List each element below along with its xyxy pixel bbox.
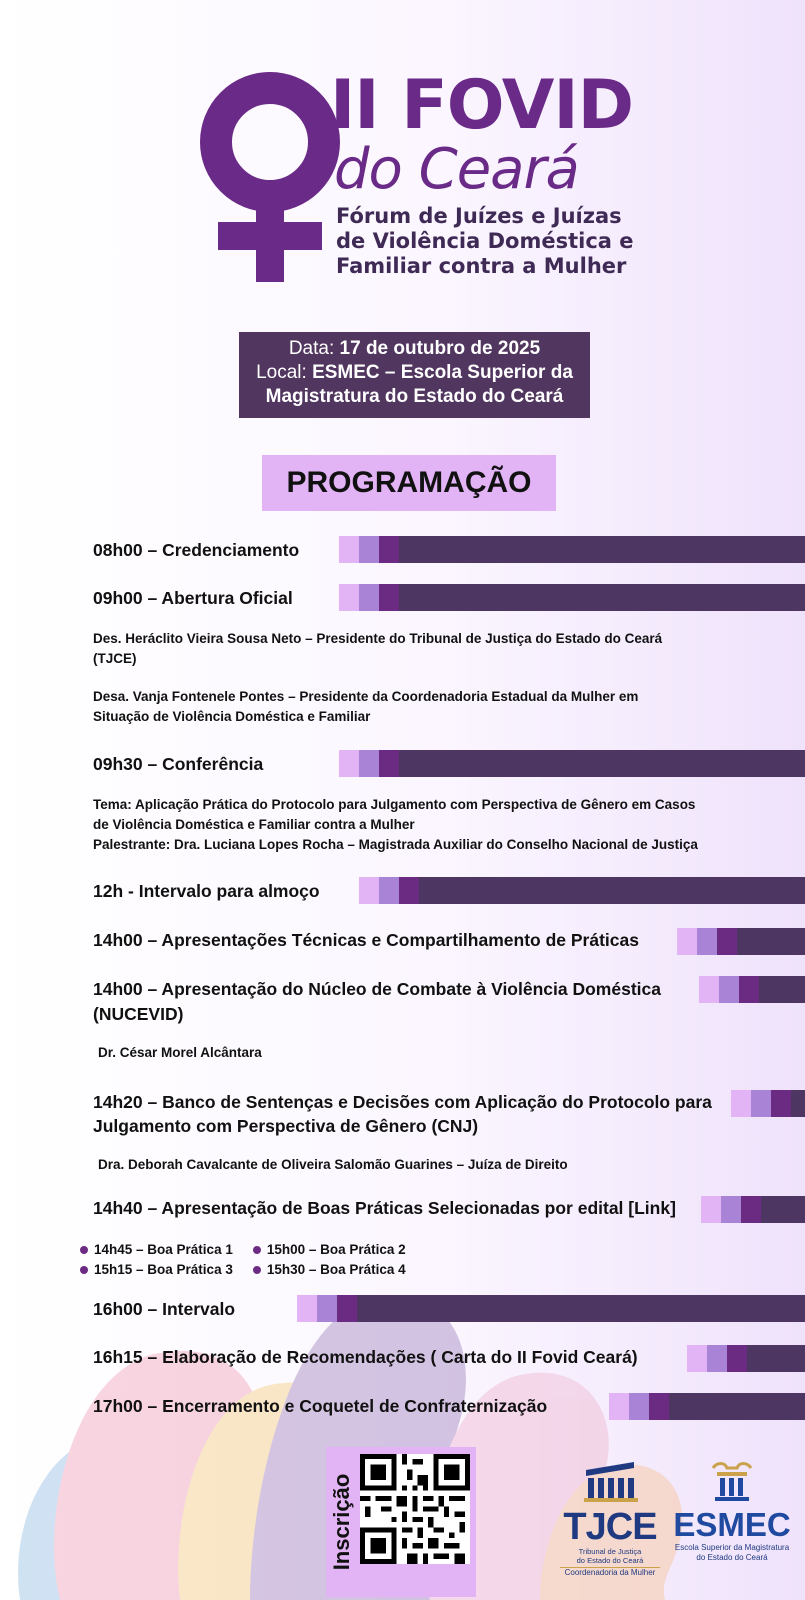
schedule-item-1420: 14h20 – Banco de Sentenças e Decisões com Aplicação do Protocolo para bbox=[93, 1092, 712, 1112]
esmec-name: ESMEC bbox=[673, 1506, 791, 1543]
speaker-line: Dra. Deborah Cavalcante de Oliveira Salomão Guarines – Juíza de Direito bbox=[98, 1157, 568, 1172]
decor-bar bbox=[359, 877, 805, 904]
decor-bar bbox=[677, 928, 805, 955]
good-practice-label: 15h15 – Boa Prática 3 bbox=[94, 1262, 233, 1277]
decor-bar bbox=[687, 1345, 805, 1372]
registration-label-wrap bbox=[326, 1447, 358, 1597]
good-practice-label: 14h45 – Boa Prática 1 bbox=[94, 1242, 233, 1257]
schedule-item-1700: 17h00 – Encerramento e Coquetel de Confraternização bbox=[93, 1396, 548, 1416]
esmec-column-icon bbox=[707, 1460, 757, 1502]
tjce-department: Coordenadoria da Mulher bbox=[560, 1567, 660, 1578]
good-practice-label: 15h00 – Boa Prática 2 bbox=[266, 1242, 406, 1257]
decor-bar bbox=[699, 976, 805, 1003]
conference-theme: Tema: Aplicação Prática do Protocolo para Julgamento com Perspectiva de Gênero em Casos bbox=[93, 797, 696, 812]
decor-bar bbox=[609, 1393, 805, 1420]
qr-code-icon[interactable] bbox=[360, 1454, 470, 1564]
bullet-dot-icon bbox=[253, 1246, 261, 1254]
decor-bar bbox=[701, 1196, 805, 1223]
schedule-item-1420-cont: Julgamento com Perspectiva de Gênero (CNJ) bbox=[93, 1116, 479, 1136]
local-label: Local: bbox=[256, 362, 307, 383]
esmec-subtitle: do Estado do Ceará bbox=[696, 1553, 768, 1562]
tjce-subtitle: do Estado do Ceará bbox=[576, 1556, 644, 1565]
event-subtitle: do Ceará bbox=[334, 137, 579, 202]
local-value-cont: Magistratura do Estado do Ceará bbox=[265, 386, 564, 407]
list-item bbox=[253, 1240, 406, 1260]
event-title: II FOVID bbox=[330, 66, 634, 145]
tjce-subtitle: Tribunal de Justiça bbox=[578, 1547, 642, 1556]
decor-bar bbox=[731, 1090, 805, 1117]
tjce-logo bbox=[560, 1460, 660, 1585]
schedule-item-1400-b: 14h00 – Apresentação do Núcleo de Combate à Violência Doméstica bbox=[93, 979, 661, 999]
date-label: Data: bbox=[288, 338, 335, 359]
forum-line: Fórum de Juízes e Juízas bbox=[336, 204, 622, 228]
forum-description bbox=[336, 204, 634, 279]
event-info-box bbox=[239, 332, 590, 418]
tjce-name: TJCE bbox=[563, 1506, 657, 1548]
forum-line: Familiar contra a Mulher bbox=[336, 254, 627, 278]
schedule-item-0930: 09h30 – Conferência bbox=[93, 754, 264, 774]
speaker-line: Desa. Vanja Fontenele Pontes – Presidente da Coordenadoria Estadual da Mulher em bbox=[93, 689, 639, 704]
decor-bar bbox=[339, 584, 805, 611]
registration-label: Inscrição bbox=[329, 1473, 354, 1571]
speaker-line: Des. Heráclito Vieira Sousa Neto – Presidente do Tribunal de Justiça do Estado do Ceará bbox=[93, 631, 663, 646]
date-value: 17 de outubro de 2025 bbox=[339, 338, 541, 359]
schedule-item-0900: 09h00 – Abertura Oficial bbox=[93, 588, 293, 608]
conference-speaker: Palestrante: Dra. Luciana Lopes Rocha – Magistrada Auxiliar do Conselho Nacional de Justiça bbox=[93, 837, 698, 852]
program-heading: PROGRAMAÇÃO bbox=[262, 455, 556, 511]
schedule-item-1600: 16h00 – Intervalo bbox=[93, 1299, 236, 1319]
schedule-item-1440: 14h40 – Apresentação de Boas Práticas Selecionadas por edital [Link] bbox=[93, 1198, 676, 1218]
list-item bbox=[80, 1240, 233, 1260]
bullet-dot-icon bbox=[80, 1246, 88, 1254]
good-practice-label: 15h30 – Boa Prática 4 bbox=[266, 1262, 406, 1277]
schedule-item-1400-a: 14h00 – Apresentações Técnicas e Compartilhamento de Práticas bbox=[93, 930, 639, 950]
speaker-line: Dr. César Morel Alcântara bbox=[98, 1045, 262, 1060]
speaker-line: (TJCE) bbox=[93, 651, 137, 666]
decor-bar bbox=[297, 1295, 805, 1322]
schedule-item-1200: 12h - Intervalo para almoço bbox=[93, 881, 320, 901]
esmec-subtitle: Escola Superior da Magistratura bbox=[674, 1543, 790, 1552]
forum-line: de Violência Doméstica e bbox=[336, 229, 634, 253]
schedule-item-1400-b-cont: (NUCEVID) bbox=[93, 1004, 184, 1024]
decor-bar bbox=[339, 536, 805, 563]
schedule-item-1615: 16h15 – Elaboração de Recomendações ( Carta do II Fovid Ceará) bbox=[93, 1347, 638, 1367]
schedule-item-0800: 08h00 – Credenciamento bbox=[93, 540, 300, 560]
venus-symbol-icon bbox=[200, 72, 340, 282]
esmec-logo bbox=[668, 1460, 796, 1563]
decor-bar bbox=[339, 750, 805, 777]
speaker-line: Situação de Violência Doméstica e Familiar bbox=[93, 709, 371, 724]
local-value: ESMEC – Escola Superior da bbox=[312, 362, 573, 383]
conference-theme: de Violência Doméstica e Familiar contra a Mulher bbox=[93, 817, 415, 832]
tjce-building-icon bbox=[580, 1460, 640, 1502]
